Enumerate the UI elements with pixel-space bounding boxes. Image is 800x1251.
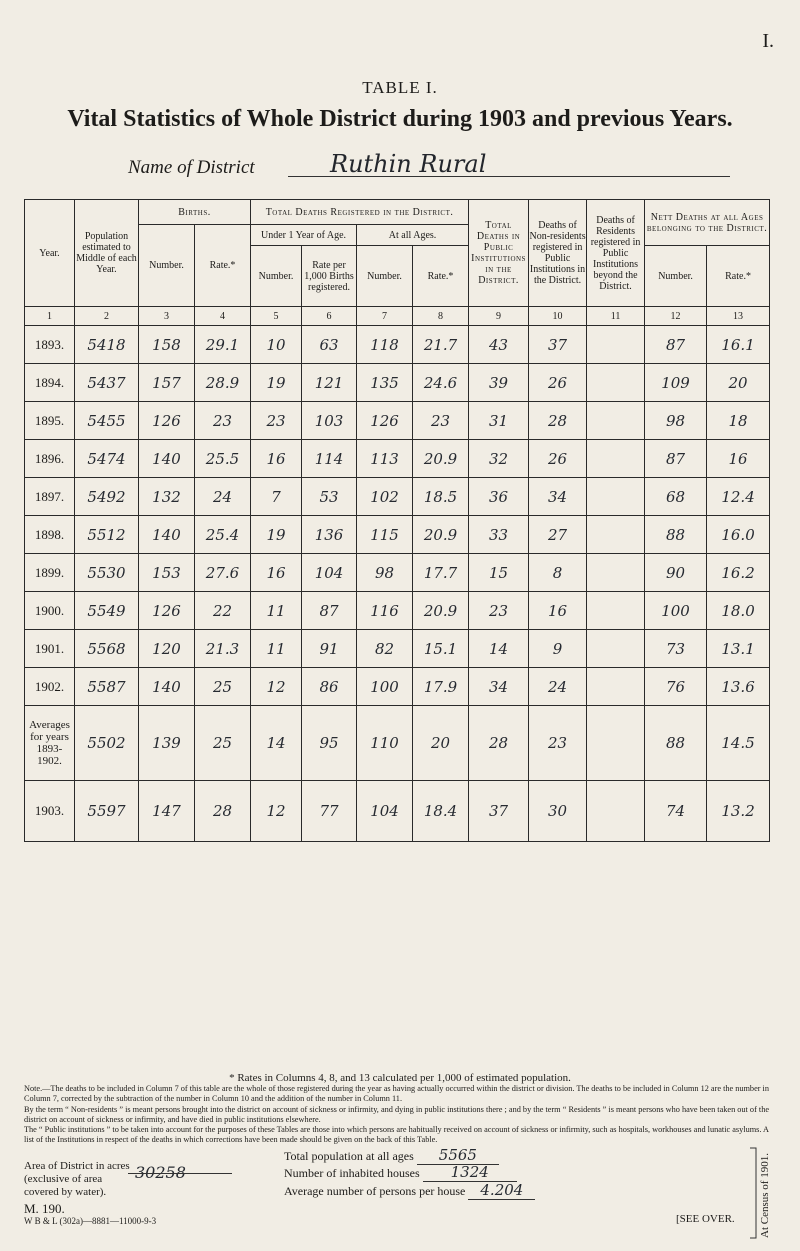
cell-deaths: 113 <box>357 440 413 478</box>
cell-deaths: 115 <box>357 516 413 554</box>
cell-nett-rate: 13.1 <box>707 630 770 668</box>
cell-births: 147 <box>139 781 195 842</box>
cell-birth-rate: 23 <box>195 402 251 440</box>
cell-deaths: 118 <box>357 326 413 364</box>
column-number: 3 <box>139 307 195 326</box>
cell-births: 158 <box>139 326 195 364</box>
cell-infant-rate: 103 <box>302 402 357 440</box>
cell-non-residents: 26 <box>529 364 587 402</box>
cell-death-rate: 17.7 <box>413 554 469 592</box>
cell-infant-deaths: 11 <box>251 630 302 668</box>
column-number: 5 <box>251 307 302 326</box>
cell-infant-rate: 104 <box>302 554 357 592</box>
header-all-rate: Rate.* <box>413 246 469 307</box>
cell-non-residents: 30 <box>529 781 587 842</box>
column-number: 8 <box>413 307 469 326</box>
table-row <box>25 364 770 402</box>
cell-infant-deaths: 7 <box>251 478 302 516</box>
cell-death-rate: 17.9 <box>413 668 469 706</box>
cell-nett-rate: 20 <box>707 364 770 402</box>
cell-infant-rate: 114 <box>302 440 357 478</box>
cell-nett-rate: 16.0 <box>707 516 770 554</box>
header-nett-deaths: Nett Deaths at all Ages belonging to the District. <box>645 200 770 246</box>
cell-population: 5597 <box>75 781 139 842</box>
cell-institution-deaths: 37 <box>469 781 529 842</box>
total-population-value: 5565 <box>417 1146 499 1165</box>
cell-nett-deaths: 100 <box>645 592 707 630</box>
cell-residents <box>587 326 645 364</box>
column-number: 10 <box>529 307 587 326</box>
averages-label: Averages for years 1893-1902. <box>25 706 75 781</box>
header-nett-rate: Rate.* <box>707 246 770 307</box>
district-label: Name of District <box>128 157 255 178</box>
cell-non-residents: 28 <box>529 402 587 440</box>
cell-nett-rate: 13.2 <box>707 781 770 842</box>
cell-death-rate: 15.1 <box>413 630 469 668</box>
header-non-residents: Deaths of Non-residents registered in Public Institutions in the District. <box>529 200 587 307</box>
cell-infant-rate: 91 <box>302 630 357 668</box>
public-institutions-paragraph: The “ Public institutions ” to be taken into account for the purposes of these Tables are those into which persons are habitually received on account of sickness or infirmity, such as hospitals, workhouses and lunatic asylums. A list of the Institutions in respect of the deaths in which corrections have been made should be given on the back of this Table. <box>24 1125 769 1145</box>
cell-year: 1903. <box>25 781 75 842</box>
persons-per-house-value: 4.204 <box>468 1181 535 1200</box>
cell-population: 5455 <box>75 402 139 440</box>
cell-infant-rate: 87 <box>302 592 357 630</box>
page-number: I. <box>762 30 774 52</box>
cell-infant-deaths: 19 <box>251 516 302 554</box>
cell-institution-deaths: 28 <box>469 706 529 781</box>
cell-death-rate: 20.9 <box>413 592 469 630</box>
cell-nett-rate: 16.2 <box>707 554 770 592</box>
cell-non-residents: 9 <box>529 630 587 668</box>
census-brace <box>748 1146 774 1246</box>
cell-infant-deaths: 12 <box>251 668 302 706</box>
cell-birth-rate: 28.9 <box>195 364 251 402</box>
table-row <box>25 668 770 706</box>
area-label-line: (exclusive of area <box>24 1173 103 1186</box>
cell-birth-rate: 25.4 <box>195 516 251 554</box>
cell-residents <box>587 402 645 440</box>
cell-infant-rate: 95 <box>302 706 357 781</box>
cell-population: 5512 <box>75 516 139 554</box>
cell-death-rate: 18.5 <box>413 478 469 516</box>
cell-birth-rate: 21.3 <box>195 630 251 668</box>
cell-nett-deaths: 73 <box>645 630 707 668</box>
cell-year: 1901. <box>25 630 75 668</box>
area-label-line: covered by water). <box>24 1186 107 1199</box>
cell-year: 1894. <box>25 364 75 402</box>
cell-year: 1900. <box>25 592 75 630</box>
cell-year: 1893. <box>25 326 75 364</box>
header-under1-rate: Rate per 1,000 Births registered. <box>302 246 357 307</box>
cell-non-residents: 16 <box>529 592 587 630</box>
cell-births: 157 <box>139 364 195 402</box>
column-number: 1 <box>25 307 75 326</box>
cell-institution-deaths: 32 <box>469 440 529 478</box>
header-total-deaths: Total Deaths Registered in the District. <box>251 200 469 225</box>
cell-population: 5418 <box>75 326 139 364</box>
area-label-line: Area of District in acres <box>24 1160 130 1173</box>
cell-infant-rate: 86 <box>302 668 357 706</box>
cell-non-residents: 37 <box>529 326 587 364</box>
houses-label: Number of inhabited houses <box>284 1166 420 1181</box>
cell-nett-deaths: 98 <box>645 402 707 440</box>
cell-infant-deaths: 14 <box>251 706 302 781</box>
definition-paragraph: By the term “ Non-residents ” is meant persons brought into the district on account of sickness or infirmity, and dying in public institutions there ; and by the term “ Residents ” is meant persons who have been taken out of the district on account of sickness or infirmity, and have died in public institutions elsewhere. <box>24 1104 769 1124</box>
table-row <box>25 516 770 554</box>
cell-births: 120 <box>139 630 195 668</box>
column-number: 7 <box>357 307 413 326</box>
cell-population: 5587 <box>75 668 139 706</box>
cell-year: 1896. <box>25 440 75 478</box>
column-number: 13 <box>707 307 770 326</box>
note-paragraph: Note.—The deaths to be included in Column 7 of this table are the whole of those registered during the year as having actually occurred within the district or division. The deaths to be included in Column 12 are the number in Column 7, corrected by the subtraction of the number in Column 10 and the addition of the number in Column 11. <box>24 1083 769 1103</box>
header-nett-number: Number. <box>645 246 707 307</box>
table-row <box>25 440 770 478</box>
persons-per-house <box>284 1181 535 1199</box>
cell-births: 139 <box>139 706 195 781</box>
cell-infant-rate: 136 <box>302 516 357 554</box>
cell-infant-deaths: 10 <box>251 326 302 364</box>
header-births: Births. <box>139 200 251 225</box>
cell-institution-deaths: 31 <box>469 402 529 440</box>
cell-residents <box>587 706 645 781</box>
printer-imprint: W B & L (302a)—8881—11000-9-3 <box>24 1216 157 1227</box>
cell-institution-deaths: 15 <box>469 554 529 592</box>
district-name: Ruthin Rural <box>330 150 487 178</box>
cell-institution-deaths: 43 <box>469 326 529 364</box>
cell-nett-deaths: 88 <box>645 516 707 554</box>
current-year-row <box>25 781 770 842</box>
cell-residents <box>587 592 645 630</box>
area-label <box>24 1160 130 1199</box>
column-number: 11 <box>587 307 645 326</box>
column-number: 2 <box>75 307 139 326</box>
cell-infant-deaths: 16 <box>251 440 302 478</box>
total-population <box>284 1146 499 1164</box>
cell-nett-rate: 16 <box>707 440 770 478</box>
cell-nett-rate: 13.6 <box>707 668 770 706</box>
table-label: TABLE I. <box>362 78 438 97</box>
cell-death-rate: 21.7 <box>413 326 469 364</box>
cell-infant-deaths: 16 <box>251 554 302 592</box>
cell-infant-deaths: 19 <box>251 364 302 402</box>
header-public-institutions: Total Deaths in Public Institutions in the District. <box>469 200 529 307</box>
cell-death-rate: 20.9 <box>413 440 469 478</box>
cell-population: 5568 <box>75 630 139 668</box>
cell-institution-deaths: 36 <box>469 478 529 516</box>
cell-death-rate: 20.9 <box>413 516 469 554</box>
cell-infant-deaths: 23 <box>251 402 302 440</box>
cell-population: 5549 <box>75 592 139 630</box>
header-under-1: Under 1 Year of Age. <box>251 225 357 246</box>
header-residents: Deaths of Residents registered in Public Institutions beyond the District. <box>587 200 645 307</box>
area-value: 30258 <box>135 1163 186 1183</box>
cell-institution-deaths: 34 <box>469 668 529 706</box>
cell-deaths: 135 <box>357 364 413 402</box>
column-number: 6 <box>302 307 357 326</box>
cell-population: 5502 <box>75 706 139 781</box>
cell-population: 5492 <box>75 478 139 516</box>
cell-birth-rate: 24 <box>195 478 251 516</box>
rates-footnote: * Rates in Columns 4, 8, and 13 calculated per 1,000 of estimated population. <box>229 1072 571 1084</box>
cell-nett-rate: 18 <box>707 402 770 440</box>
cell-death-rate: 18.4 <box>413 781 469 842</box>
see-over-note: [SEE OVER. <box>676 1212 735 1225</box>
cell-non-residents: 26 <box>529 440 587 478</box>
cell-non-residents: 23 <box>529 706 587 781</box>
cell-deaths: 98 <box>357 554 413 592</box>
cell-births: 140 <box>139 440 195 478</box>
area-underline <box>128 1173 232 1174</box>
cell-infant-rate: 53 <box>302 478 357 516</box>
cell-residents <box>587 364 645 402</box>
table-row <box>25 402 770 440</box>
cell-population: 5474 <box>75 440 139 478</box>
cell-residents <box>587 630 645 668</box>
cell-infant-rate: 77 <box>302 781 357 842</box>
column-number: 4 <box>195 307 251 326</box>
header-under1-number: Number. <box>251 246 302 307</box>
cell-nett-deaths: 74 <box>645 781 707 842</box>
table-row <box>25 326 770 364</box>
cell-residents <box>587 668 645 706</box>
cell-population: 5437 <box>75 364 139 402</box>
cell-births: 126 <box>139 402 195 440</box>
cell-residents <box>587 516 645 554</box>
cell-deaths: 110 <box>357 706 413 781</box>
cell-birth-rate: 25 <box>195 668 251 706</box>
cell-year: 1898. <box>25 516 75 554</box>
cell-nett-rate: 12.4 <box>707 478 770 516</box>
cell-residents <box>587 478 645 516</box>
header-births-rate: Rate.* <box>195 225 251 307</box>
cell-deaths: 126 <box>357 402 413 440</box>
cell-deaths: 104 <box>357 781 413 842</box>
cell-nett-deaths: 87 <box>645 440 707 478</box>
averages-row <box>25 706 770 781</box>
table-row <box>25 554 770 592</box>
cell-births: 140 <box>139 516 195 554</box>
cell-nett-deaths: 88 <box>645 706 707 781</box>
cell-infant-deaths: 11 <box>251 592 302 630</box>
cell-births: 132 <box>139 478 195 516</box>
cell-non-residents: 24 <box>529 668 587 706</box>
cell-infant-deaths: 12 <box>251 781 302 842</box>
cell-infant-rate: 121 <box>302 364 357 402</box>
total-population-label: Total population at all ages <box>284 1149 414 1164</box>
cell-infant-rate: 63 <box>302 326 357 364</box>
cell-population: 5530 <box>75 554 139 592</box>
column-number: 12 <box>645 307 707 326</box>
cell-institution-deaths: 14 <box>469 630 529 668</box>
cell-birth-rate: 27.6 <box>195 554 251 592</box>
cell-non-residents: 34 <box>529 478 587 516</box>
column-number-row <box>25 307 770 326</box>
cell-residents <box>587 554 645 592</box>
cell-births: 126 <box>139 592 195 630</box>
cell-birth-rate: 22 <box>195 592 251 630</box>
cell-nett-rate: 14.5 <box>707 706 770 781</box>
cell-institution-deaths: 39 <box>469 364 529 402</box>
vital-statistics-table <box>24 199 770 842</box>
cell-nett-deaths: 109 <box>645 364 707 402</box>
page-title: Vital Statistics of Whole District during 1903 and previous Years. <box>67 106 733 132</box>
cell-year: 1899. <box>25 554 75 592</box>
houses-value: 1324 <box>423 1163 517 1182</box>
header-all-ages: At all Ages. <box>357 225 469 246</box>
cell-birth-rate: 28 <box>195 781 251 842</box>
cell-nett-rate: 16.1 <box>707 326 770 364</box>
cell-deaths: 100 <box>357 668 413 706</box>
census-label: At Census of 1901. <box>759 1153 771 1239</box>
table-row <box>25 478 770 516</box>
cell-birth-rate: 29.1 <box>195 326 251 364</box>
cell-nett-rate: 18.0 <box>707 592 770 630</box>
inhabited-houses <box>284 1163 517 1181</box>
cell-nett-deaths: 90 <box>645 554 707 592</box>
cell-births: 140 <box>139 668 195 706</box>
cell-non-residents: 27 <box>529 516 587 554</box>
form-id: M. 190. <box>24 1200 65 1216</box>
cell-deaths: 82 <box>357 630 413 668</box>
cell-non-residents: 8 <box>529 554 587 592</box>
cell-deaths: 116 <box>357 592 413 630</box>
persons-per-house-label: Average number of persons per house <box>284 1184 466 1199</box>
cell-deaths: 102 <box>357 478 413 516</box>
table-row <box>25 630 770 668</box>
cell-nett-deaths: 76 <box>645 668 707 706</box>
census-bracket <box>748 1146 774 1251</box>
cell-nett-deaths: 87 <box>645 326 707 364</box>
header-population: Population estimated to Middle of each Year. <box>75 200 139 307</box>
cell-residents <box>587 781 645 842</box>
table-row <box>25 592 770 630</box>
cell-birth-rate: 25 <box>195 706 251 781</box>
cell-death-rate: 23 <box>413 402 469 440</box>
cell-year: 1902. <box>25 668 75 706</box>
header-births-number: Number. <box>139 225 195 307</box>
column-number: 9 <box>469 307 529 326</box>
cell-year: 1897. <box>25 478 75 516</box>
cell-births: 153 <box>139 554 195 592</box>
cell-institution-deaths: 33 <box>469 516 529 554</box>
header-year: Year. <box>25 200 75 307</box>
cell-residents <box>587 440 645 478</box>
cell-institution-deaths: 23 <box>469 592 529 630</box>
cell-death-rate: 20 <box>413 706 469 781</box>
header-all-number: Number. <box>357 246 413 307</box>
cell-nett-deaths: 68 <box>645 478 707 516</box>
cell-year: 1895. <box>25 402 75 440</box>
cell-death-rate: 24.6 <box>413 364 469 402</box>
cell-birth-rate: 25.5 <box>195 440 251 478</box>
